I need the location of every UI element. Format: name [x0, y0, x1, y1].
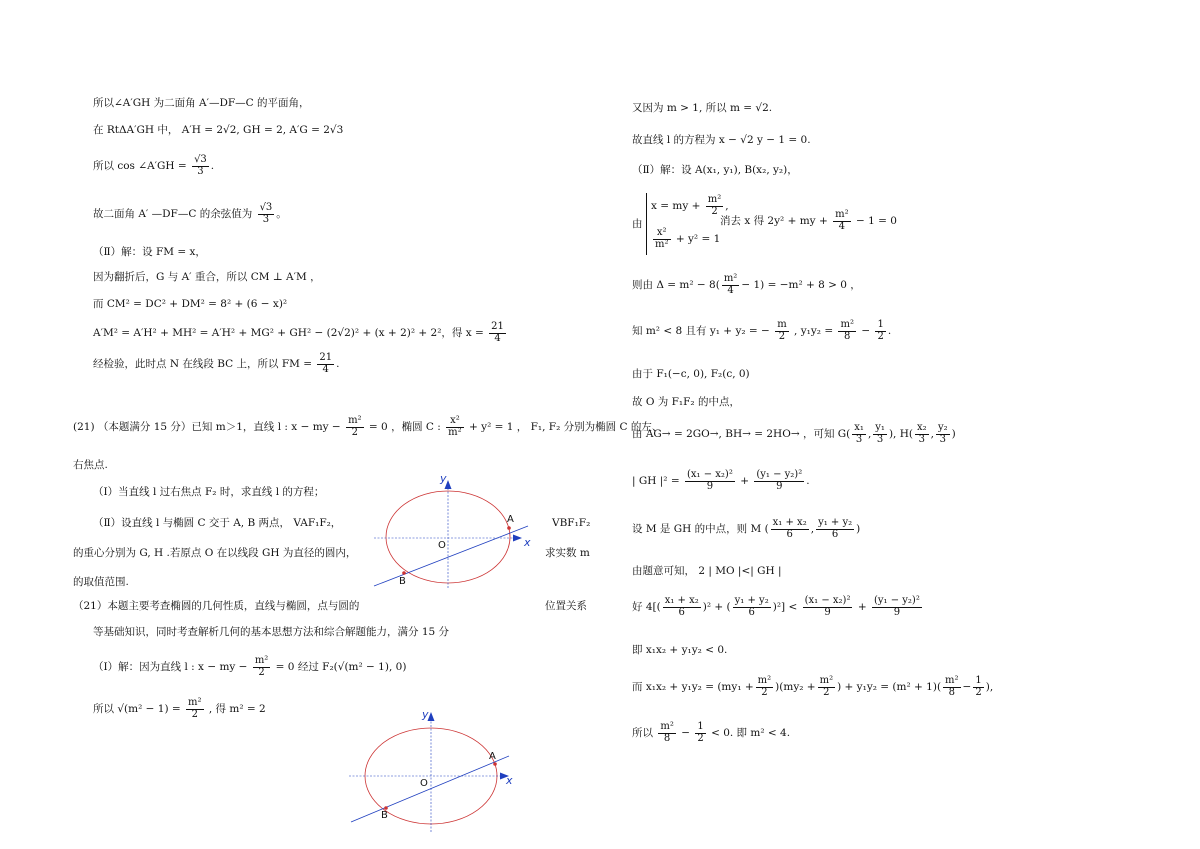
text-segment: = 0 经过 F₂(√(m² − 1), 0) [275, 661, 407, 673]
text-segment: . [806, 475, 810, 487]
text-line: 右焦点. [73, 459, 108, 471]
text-segment: ) + y₁y₂ = (m² + 1)( [837, 681, 942, 693]
text-segment: < 0. 即 m² < 4. [711, 727, 791, 739]
text-segment: 所以 √(m² − 1) = [93, 703, 181, 715]
text-segment: 所以 cos ∠A′GH = [93, 160, 187, 172]
text-line: VBF₁F₂ [552, 517, 591, 529]
fraction: $\frac{1}{2}$ [975, 675, 982, 698]
text-line: 即 x₁x₂ + y₁y₂ < 0. [632, 644, 728, 656]
text-segment: , y₁y₂ = [794, 325, 834, 337]
fraction: $\frac{\text{m²}}{8}$ [945, 675, 959, 698]
fraction: $\frac{\text{m²}}{8}$ [660, 721, 674, 744]
fraction: $\frac{\text{x₂}}{3}$ [916, 422, 927, 445]
text-segment: 好 4[( [632, 601, 661, 613]
text-line: 因为翻折后，G 与 A′ 重合，所以 CM ⊥ A′M ， [93, 271, 321, 283]
text-line: （Ⅱ）设直线 l 与椭圆 C 交于 A, B 两点， VAF₁F₂， [93, 517, 342, 529]
text-segment: 由 AG→ = 2GO→, BH→ = 2HO→ ，可知 G( [632, 428, 851, 440]
math-line [632, 320, 891, 342]
fraction: $\frac{\text{m²}}{4}$ [835, 209, 849, 232]
text-segment: − 1 = 0 [855, 215, 897, 227]
math-line [632, 274, 861, 296]
brace [646, 193, 647, 255]
text-segment: + [857, 601, 867, 613]
text-segment: （Ⅰ）解：因为直线 l : x − my − [93, 661, 248, 673]
text-segment: 经检验，此时点 N 在线段 BC 上，所以 FM = [93, 358, 312, 370]
text-segment: 由 [632, 218, 643, 230]
math-line [632, 423, 956, 445]
text-segment: (21) （本题满分 15 分）已知 m＞1，直线 l : x − my − [73, 421, 341, 433]
text-line: （Ⅰ）当直线 l 过右焦点 F₂ 时，求直线 l 的方程； [93, 486, 325, 498]
text-line: 故直线 l 的方程为 x − √2 y − 1 = 0. [632, 134, 811, 146]
fraction: $\frac{\text{m²}}{4}$ [723, 273, 738, 296]
text-line: （Ⅱ）解：设 A(x₁, y₁), B(x₂, y₂)， [632, 164, 798, 176]
text-line: 的取值范围. [73, 576, 129, 588]
y-axis-arrow-icon [428, 712, 435, 721]
fraction: $\frac{\text{x²}}{\text{m²}}$ [448, 415, 462, 438]
math-line [93, 155, 214, 177]
text-line: 在 RtΔA′GH 中， A′H = 2√2, GH = 2, A′G = 2√3 [93, 124, 344, 136]
fraction: $\frac{21}{4}$ [491, 321, 504, 344]
text-line: 等基础知识，同时考查解析几何的基本思想方法和综合解题能力，满分 15 分 [93, 626, 450, 638]
math-line [632, 596, 924, 618]
fraction: $\frac{\text{(x₁ − x₂)²}}{9}$ [804, 595, 851, 618]
fraction: $\frac{\text{x₁ + x₂}}{6}$ [772, 517, 807, 540]
text-line: 又因为 m > 1, 所以 m = √2. [632, 102, 773, 114]
fraction: $\frac{\text{y₁ + y₂}}{6}$ [734, 595, 769, 618]
fraction: $\frac{\text{(y₁ − y₂)²}}{9}$ [756, 469, 803, 492]
text-segment: x = my + [651, 200, 701, 212]
text-line: 而 CM² = DC² + DM² = 8² + (6 − x)² [93, 298, 288, 310]
fraction: $\frac{\text{y₁}}{3}$ [875, 422, 885, 445]
text-line: 位置关系 [545, 600, 587, 612]
fraction: $\frac{\text{m²}}{2}$ [254, 655, 269, 678]
text-line: 由于 F₁(−c, 0), F₂(c, 0) [632, 368, 750, 380]
equation [720, 210, 897, 232]
fraction: $\frac{\text{m²}}{2}$ [819, 675, 834, 698]
x-axis-label: x [524, 536, 531, 549]
math-line [632, 518, 860, 540]
text-line: 求实数 m [545, 547, 590, 559]
x-axis-arrow-icon [513, 535, 522, 542]
text-segment: 所以 [632, 727, 653, 739]
text-segment: | GH |² = [632, 475, 680, 487]
fraction: $\frac{√3}{3}$ [194, 154, 207, 177]
text-segment: − [681, 727, 690, 739]
fraction: $\frac{\text{m²}}{2}$ [707, 194, 722, 217]
text-segment: ), [985, 681, 994, 693]
math-line [632, 676, 993, 698]
text-segment: ) [951, 428, 956, 440]
math-line [93, 203, 287, 225]
fraction: $\frac{\text{y₂}}{3}$ [937, 422, 948, 445]
text-segment: 。 [276, 208, 287, 220]
text-segment: . [336, 358, 340, 370]
fraction: $\frac{\text{m²}}{8}$ [840, 319, 854, 342]
ellipse-diagram [345, 704, 525, 834]
text-segment: , [930, 428, 934, 440]
text-line: 由题意可知， 2 | MO |<| GH | [632, 565, 782, 577]
text-line: （21）本题主要考查椭圆的几何性质，直线与椭圆，点与圆的 [73, 600, 360, 612]
x-axis-label: x [506, 774, 513, 787]
origin-label: O [420, 778, 428, 789]
text-segment: − [861, 325, 871, 337]
point-a-dot [493, 762, 497, 766]
text-segment: A′M² = A′H² + MH² = A′H² + MG² + GH² − (2√2)² + (x + 2)² + 2²，得 x = [93, 327, 484, 339]
math-line [632, 470, 810, 492]
point-b-label: B [381, 810, 388, 821]
text-segment: + [740, 475, 749, 487]
text-segment: ) [856, 523, 861, 535]
point-b-label: B [399, 576, 406, 587]
point-a-dot [507, 526, 511, 530]
text-segment: )² + ( [702, 601, 731, 613]
text-segment: , [725, 200, 729, 212]
math-line [93, 656, 406, 678]
problem-statement [73, 416, 662, 438]
fraction: $\frac{\text{x₁ + x₂}}{6}$ [664, 595, 699, 618]
point-b-dot [402, 571, 406, 575]
text-line: 故 O 为 F₁F₂ 的中点， [632, 396, 740, 408]
text-segment: ), H( [888, 428, 913, 440]
math-line [93, 322, 508, 344]
fraction: $\frac{1}{2}$ [877, 319, 884, 342]
text-segment: + y² = 1 [675, 233, 721, 245]
text-segment: , 得 m² = 2 [208, 703, 266, 715]
text-segment: 则由 Δ = m² − 8( [632, 279, 720, 291]
fraction: $\frac{1}{2}$ [697, 721, 704, 744]
fraction: $\frac{\text{m²}}{2}$ [348, 415, 362, 438]
y-axis-label: y [422, 708, 429, 721]
math-line [632, 722, 790, 744]
text-segment: , [810, 523, 815, 535]
math-line [93, 353, 339, 375]
text-segment: )(my₂ + [775, 681, 816, 693]
point-a-label: A [507, 514, 514, 525]
fraction: $\frac{\text{m²}}{2}$ [757, 675, 772, 698]
text-segment: − [962, 681, 972, 693]
text-segment: , [867, 428, 872, 440]
text-line: 所以∠A′GH 为二面角 A′—DF—C 的平面角， [93, 97, 310, 109]
fraction: $\frac{m}{2}$ [777, 319, 787, 342]
fraction: $\frac{\text{(y₁ − y₂)²}}{9}$ [873, 595, 920, 618]
text-segment: 设 M 是 GH 的中点，则 M ( [632, 523, 769, 535]
point-a-label: A [489, 751, 496, 762]
equation [651, 195, 729, 217]
origin-label: O [438, 540, 446, 551]
equation [651, 228, 720, 250]
fraction: $\frac{21}{4}$ [319, 352, 333, 375]
fraction: $\frac{\text{y₁ + y₂}}{6}$ [818, 517, 853, 540]
y-axis-label: y [440, 472, 447, 485]
ellipse-diagram [360, 472, 540, 590]
fraction: $\frac{√3}{3}$ [259, 202, 273, 225]
fraction: $\frac{\text{x₁}}{3}$ [854, 422, 864, 445]
text-line: 的重心分别为 G, H .若原点 O 在以线段 GH 为直径的圆内， [73, 547, 357, 559]
text-segment: 消去 x 得 2y² + my + [720, 215, 828, 227]
text-segment: − 1) = −m² + 8 > 0 ， [741, 279, 861, 291]
math-line [93, 698, 266, 720]
text-segment: + y² = 1 ， F₁, F₂ 分别为椭圆 C 的左、 [469, 421, 663, 433]
line-l [351, 756, 509, 822]
fraction: $\frac{\text{(x₁ − x₂)²}}{9}$ [686, 469, 733, 492]
text-segment: . [887, 325, 892, 337]
fraction: $\frac{\text{x²}}{\text{m²}}$ [655, 227, 669, 250]
fraction: $\frac{\text{m²}}{2}$ [188, 697, 202, 720]
text-line: （Ⅱ）解：设 FM = x， [93, 246, 206, 258]
text-segment: . [210, 160, 215, 172]
text-segment: 知 m² < 8 且有 y₁ + y₂ = − [632, 325, 770, 337]
text-segment: 而 x₁x₂ + y₁y₂ = (my₁ + [632, 681, 754, 693]
text-segment: )²] < [772, 601, 798, 613]
text-segment: 故二面角 A′ —DF—C 的余弦值为 [93, 208, 253, 220]
text-segment: = 0 ，椭圆 C : [368, 421, 441, 433]
